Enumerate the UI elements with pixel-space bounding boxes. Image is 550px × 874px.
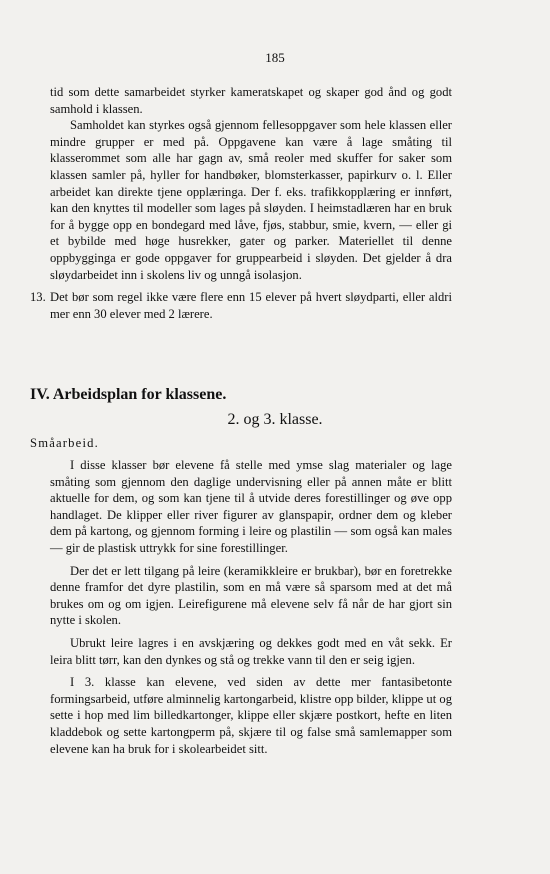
page-number: 185 — [265, 50, 285, 65]
subsection-label: Småarbeid. — [30, 436, 100, 450]
paragraph-samholdet: Samholdet kan styrkes også gjennom fellesoppgaver som hele klassen eller mindre grupper er med på. Oppgavene kan være å lage småting til klasserommet som alle har gagn av, små reoler med skuffer for saker som klassen samler på, hyller for handbøker, blomsterkasser, papirkurv o. l. Eller arbeidet kan direkte tjene opplæringa. Der f. eks. trafikkopplæring er innført, kan den knyttes til modeller som lages på sløyden. I heimstadlæren har en bruk for å bygge opp en bondegard med låve, fjøs, stabbur, smie, kvern, — eller gi et bybilde med høge husrekker, gater og parker. Materiellet til denne oppbygginga er gode oppgaver for gruppearbeid i sløyden. Det gjelder å dra sløydarbeidet inn i skolens liv og unngå isolasjon. — [50, 118, 452, 282]
list-item-text: Det bør som regel ikke være flere enn 15 elever på hvert sløydparti, eller aldri mer enn 30 elever med 2 lærere. — [50, 290, 452, 321]
section-heading: IV. Arbeidsplan for klassene. — [30, 386, 227, 403]
section-subheading: 2. og 3. klasse. — [227, 411, 323, 428]
body-text-block — [50, 457, 452, 757]
paragraph-body-4: I 3. klasse kan elevene, ved siden av dette mer fantasibetonte formingsarbeid, utføre alminnelig kartongarbeid, klistre opp bilder, klippe ut og sette i hop med lim billedkartonger, klippe eller skjære postkort, hefte en liten kladdebok og sette kartongperm på, skjære til og false små samlemapper som elevene kan ha bruk for i skolearbeidet sitt. — [50, 675, 452, 756]
paragraph-continuation: tid som dette samarbeidet styrker kameratskapet og skaper god ånd og godt samhold i klassen. — [50, 85, 452, 116]
paragraph-body-3: Ubrukt leire lagres i en avskjæring og dekkes godt med en våt sekk. Er leira blitt tørr, kan den dynkes og stå og trekke vann til den er seig igjen. — [50, 635, 452, 667]
paragraph-body-1: I disse klasser bør elevene få stelle med ymse slag materialer og lage småting som gjennom den daglige undervisning eller på annen måte er blitt aktuelle for dem, og som kan tjene til å utvide deres forestillinger og øve opp handlaget. De klipper eller river figurer av glanspapir, ordner dem og kleber dem på kartong, og gjennom forming i leire og plastilin — som også kan males — gir de plastisk uttrykk for sine forestillinger. — [50, 458, 452, 555]
top-text-block — [30, 84, 452, 322]
paragraph-body-2: Der det er lett tilgang på leire (keramikkleire er brukbar), bør en foretrekke denne framfor det dyre plastilin, som en må være så sparsom med at det må brukes om og om igjen. Leirefigurene må elevene selv få når de har gjort sin nytte i skolen. — [50, 563, 452, 628]
list-item-number: 13. — [30, 290, 46, 305]
list-item-13 — [30, 289, 452, 322]
